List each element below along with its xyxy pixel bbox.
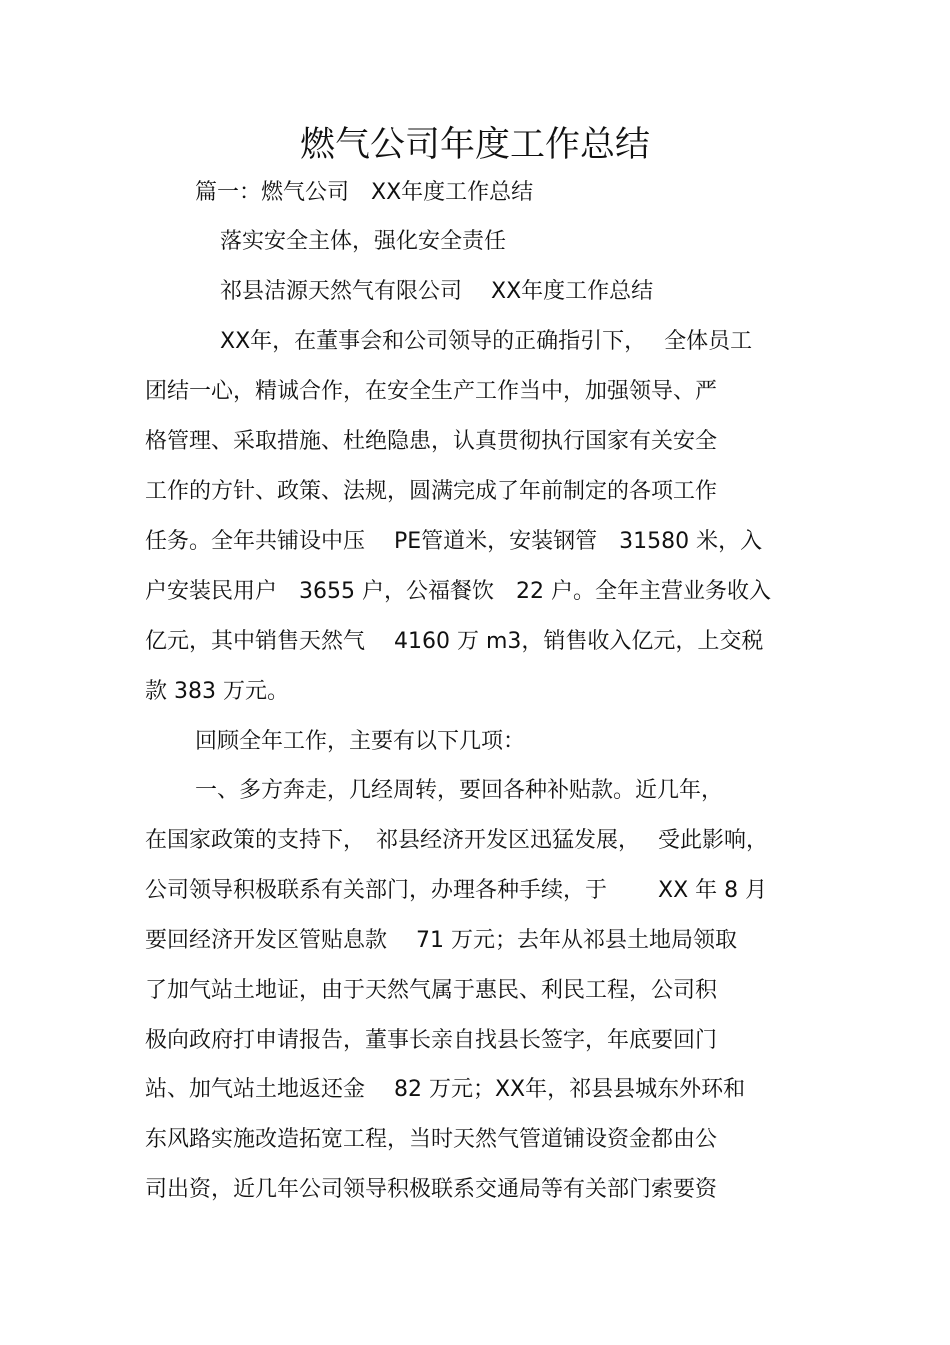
text-line-6: 格管理、采取措施、杜绝隐患，认真贯彻执行国家有关安全: [145, 429, 718, 454]
text-line-14: 在国家政策的支持下， 祁县经济开发区迅猛发展， 受此影响，: [145, 828, 768, 853]
text-line-12: 回顾全年工作，主要有以下几项：: [195, 729, 526, 754]
text-line-15: 公司领导积极联系有关部门，办理各种手续，于 XX 年 8 月: [145, 878, 768, 903]
text-line-4: XX年，在董事会和公司领导的正确指引下， 全体员工: [220, 329, 753, 354]
text-line-16: 要回经济开发区管贴息款 71 万元；去年从祁县土地局领取: [145, 928, 737, 953]
text-line-8: 任务。全年共铺设中压 PE管道米，安装钢管 31580 米，入: [145, 529, 763, 554]
text-line-10: 亿元，其中销售天然气 4160 万 m3，销售收入亿元，上交税: [145, 629, 764, 654]
text-line-13: 一、多方奔走，几经周转，要回各种补贴款。近几年，: [195, 778, 724, 803]
text-line-19: 站、加气站土地返还金 82 万元；XX年，祁县县城东外环和: [145, 1077, 746, 1102]
text-line-9: 户安装民用户 3655 户，公福餐饮 22 户。全年主营业务收入: [145, 579, 771, 604]
text-line-1: 篇一：燃气公司 XX年度工作总结: [195, 180, 534, 205]
text-line-21: 司出资，近几年公司领导积极联系交通局等有关部门索要资: [145, 1177, 718, 1202]
text-line-11: 款 383 万元。: [145, 679, 289, 704]
text-line-3: 祁县洁源天然气有限公司 XX年度工作总结: [220, 279, 654, 304]
page-title: 燃气公司年度工作总结: [299, 125, 650, 165]
text-line-17: 了加气站土地证，由于天然气属于惠民、利民工程，公司积: [145, 978, 718, 1003]
text-line-18: 极向政府打申请报告，董事长亲自找县长签字，年底要回门: [145, 1028, 718, 1053]
text-line-5: 团结一心，精诚合作，在安全生产工作当中，加强领导、严: [145, 379, 718, 404]
text-line-7: 工作的方针、政策、法规，圆满完成了年前制定的各项工作: [145, 479, 718, 504]
text-line-20: 东风路实施改造拓宽工程，当时天然气管道铺设资金都由公: [145, 1127, 718, 1152]
text-line-2: 落实安全主体，强化安全责任: [220, 229, 507, 254]
